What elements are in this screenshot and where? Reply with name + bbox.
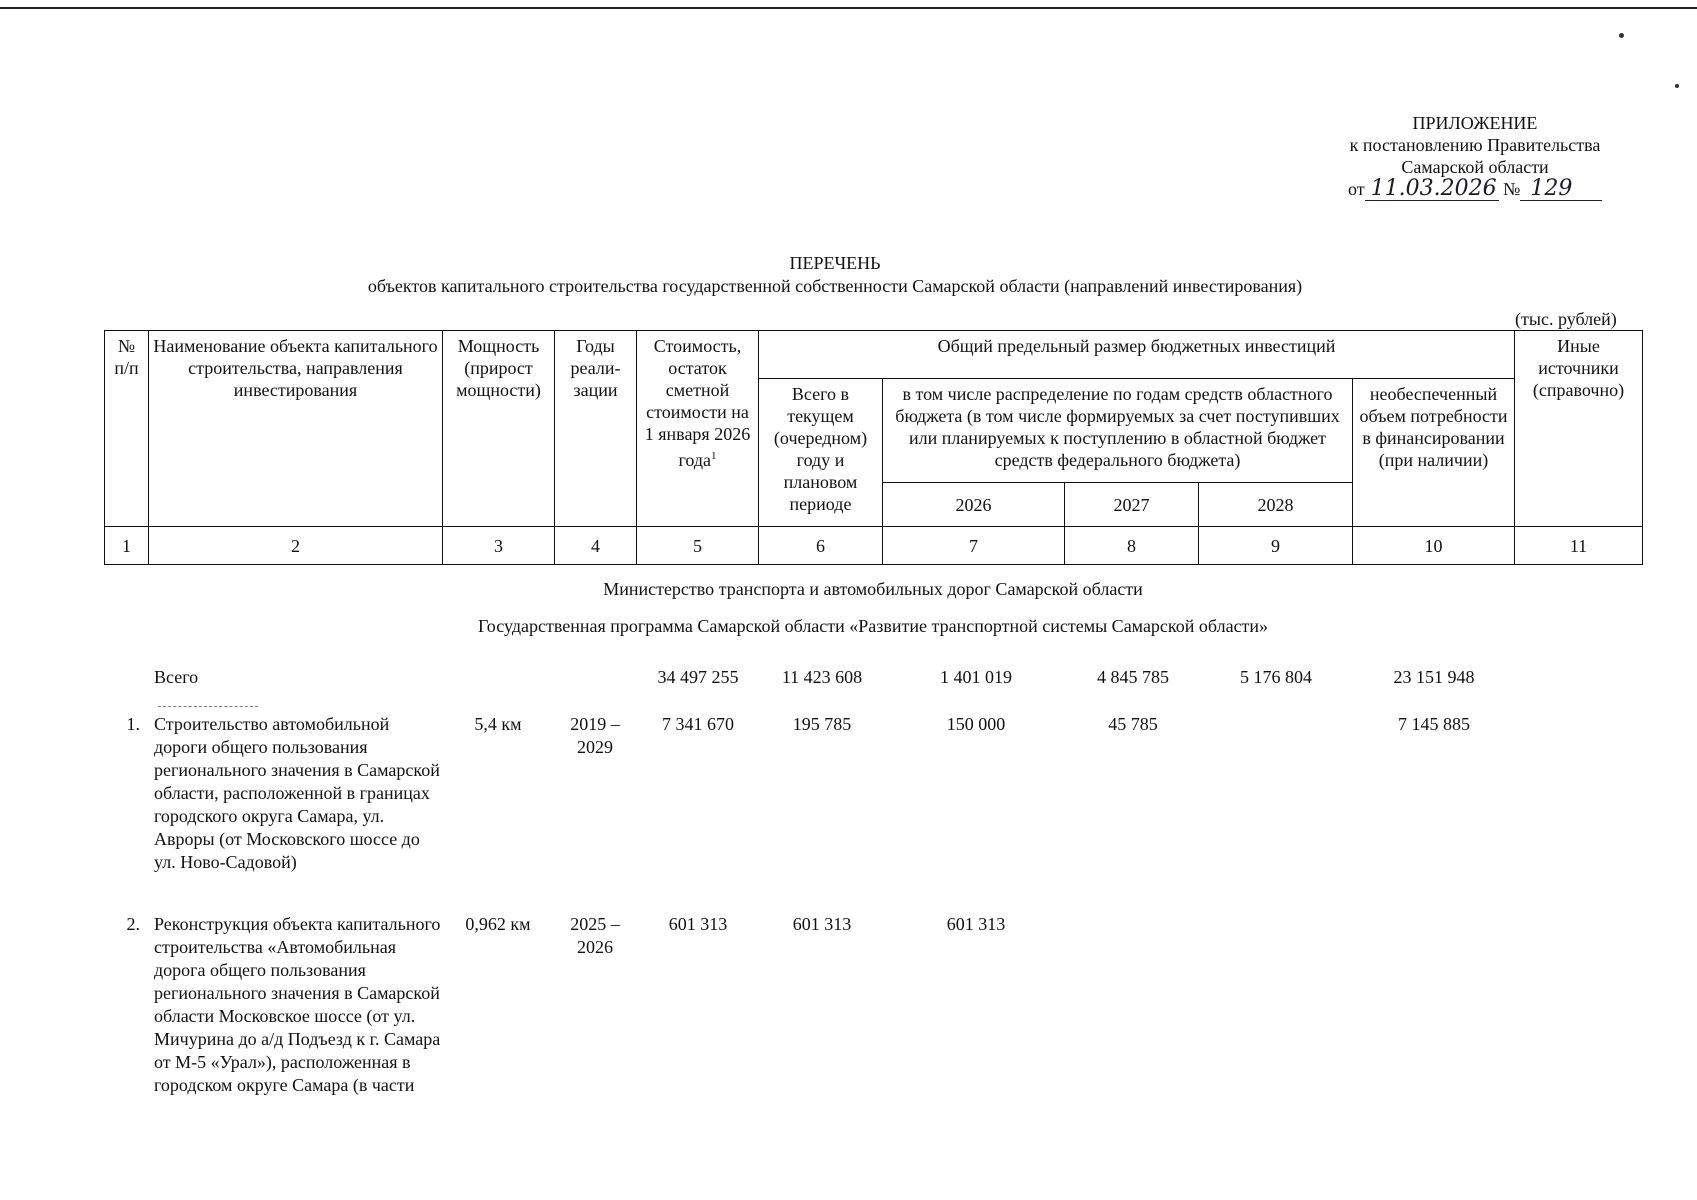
col-number: 5 xyxy=(637,527,759,565)
col-header-number: № п/п xyxy=(105,331,149,527)
col-header-year-2027: 2027 xyxy=(1065,483,1199,527)
col-number: 3 xyxy=(443,527,555,565)
object-2026: 601 313 xyxy=(946,914,1006,934)
col-header-name: Наименование объекта капитального строительства, направления инвестирования xyxy=(149,331,443,527)
object-all-years: 195 785 xyxy=(792,714,852,734)
appendix-line-1: к постановлению Правительства xyxy=(1349,135,1601,155)
object-capacity: 0,962 км xyxy=(465,914,531,934)
col-header-budget-group: Общий предельный размер бюджетных инвестиций xyxy=(759,331,1515,379)
col-header-year-2028: 2028 xyxy=(1199,483,1353,527)
col-header-capacity: Мощность (прирост мощности) xyxy=(443,331,555,527)
appendix-block xyxy=(1330,112,1620,201)
col-number: 2 xyxy=(149,527,443,565)
handwritten-number: 129 xyxy=(1520,178,1602,201)
col-header-cost-text: Стоимость, остаток сметной стоимости на 1 января 2026 года xyxy=(644,336,751,470)
col-number: 7 xyxy=(883,527,1065,565)
object-all-years: 601 313 xyxy=(792,914,852,934)
row-number: 1. xyxy=(126,714,140,734)
object-2027: 45 785 xyxy=(1108,714,1158,734)
col-header-other-sources: Иные источники (справочно) xyxy=(1515,331,1643,527)
object-name: Реконструкция объекта капитального строительства «Автомобильная дорога общего пользования регионального значения в Самарской области Московское шоссе (от ул. Мичурина до а/д Подъезд к г. Самара от М-5 «Урал»), расположенная в городском округе Самара (в части xyxy=(154,914,441,1095)
object-cost: 601 313 xyxy=(668,914,728,934)
col-header-years: Годы реали- зации xyxy=(555,331,637,527)
ministry-heading: Министерство транспорта и автомобильных дорог Самарской области xyxy=(603,579,1143,599)
col-number: 1 xyxy=(105,527,149,565)
object-unfunded: 7 145 885 xyxy=(1398,714,1470,734)
number-label: № xyxy=(1503,179,1521,199)
object-cost: 7 341 670 xyxy=(662,714,734,734)
total-2026: 1 401 019 xyxy=(940,667,1012,687)
object-years: 2019 – 2029 xyxy=(570,714,620,757)
program-heading: Государственная программа Самарской области «Развитие транспортной системы Самарской области» xyxy=(477,616,1269,636)
object-2026: 150 000 xyxy=(946,714,1006,734)
col-header-cost xyxy=(637,331,759,527)
total-2027: 4 845 785 xyxy=(1097,667,1169,687)
total-2028: 5 176 804 xyxy=(1240,667,1312,687)
col-number: 11 xyxy=(1515,527,1643,565)
handwritten-date: 11.03.2026 xyxy=(1365,178,1499,201)
document-title: ПЕРЕЧЕНЬ xyxy=(789,253,881,273)
col-header-total: Всего в текущем (очередном) году и плановом периоде xyxy=(759,379,883,527)
col-number: 6 xyxy=(759,527,883,565)
col-number: 4 xyxy=(555,527,637,565)
total-unfunded: 23 151 948 xyxy=(1393,667,1475,687)
total-all-years: 11 423 608 xyxy=(781,667,863,687)
from-label: от xyxy=(1348,179,1365,199)
object-capacity: 5,4 км xyxy=(474,714,522,734)
col-header-by-years: в том числе распределение по годам средств областного бюджета (в том числе формируемых за счет поступивших или планируемых к поступлению в областной бюджет средств федерального бюджета) xyxy=(883,379,1353,483)
col-header-year-2026: 2026 xyxy=(883,483,1065,527)
appendix-signature-line xyxy=(1330,178,1620,201)
col-number: 10 xyxy=(1353,527,1515,565)
header-table xyxy=(104,330,1643,565)
divider xyxy=(158,706,258,707)
object-name: Строительство автомобильной дороги общего пользования регионального значения в Самарской области, расположенной в границах городского округа Самара, ул. Авроры (от Московского шоссе до ул. Ново-Садовой) xyxy=(154,714,440,872)
object-years: 2025 – 2026 xyxy=(570,914,620,957)
appendix-line-2: Самарской области xyxy=(1401,157,1549,177)
units-label: (тыс. рублей) xyxy=(1515,309,1617,329)
footnote-mark: 1 xyxy=(711,450,717,462)
appendix-title: ПРИЛОЖЕНИЕ xyxy=(1412,113,1538,133)
total-label: Всего xyxy=(154,667,199,687)
col-number: 8 xyxy=(1065,527,1199,565)
total-cost: 34 497 255 xyxy=(657,667,739,687)
col-number: 9 xyxy=(1199,527,1353,565)
col-header-unfunded: необеспеченный объем потребности в финансировании (при наличии) xyxy=(1353,379,1515,527)
scan-mark xyxy=(1619,33,1624,38)
document-subtitle: объектов капитального строительства государственной собственности Самарской области (направлений инвестирования) xyxy=(367,276,1303,296)
top-border-line xyxy=(0,7,1697,9)
row-number: 2. xyxy=(126,914,140,934)
scan-mark xyxy=(1675,84,1679,88)
